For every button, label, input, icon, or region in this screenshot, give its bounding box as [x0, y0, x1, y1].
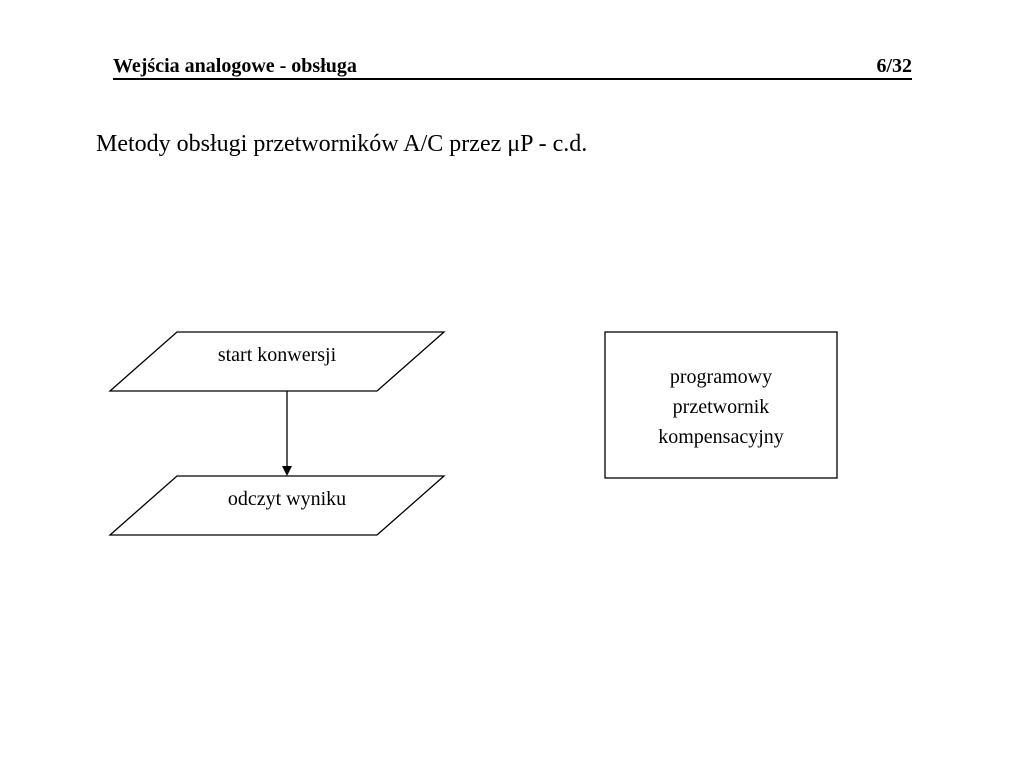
read-result-label: odczyt wyniku [227, 488, 347, 510]
side-box-line: programowy [669, 366, 773, 388]
slide-title: Wejścia analogowe - obsługa [113, 55, 357, 77]
side-box-line: kompensacyjny [658, 426, 784, 448]
start-conversion-label: start konwersji [217, 344, 337, 366]
side-box-label [605, 362, 837, 452]
page-number: 6/32 [876, 55, 912, 77]
slide-subtitle: Metody obsługi przetworników A/C przez μP - c.d. [96, 131, 588, 157]
flow-arrow-head [282, 466, 292, 476]
side-box-line: przetwornik [672, 396, 770, 418]
